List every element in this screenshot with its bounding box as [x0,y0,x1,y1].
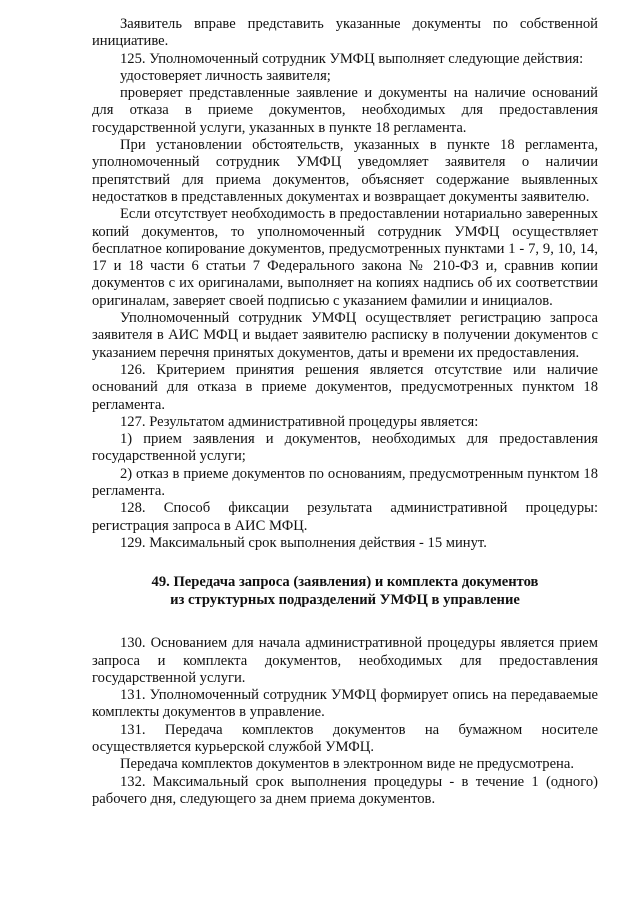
paragraph-identity-check: удостоверяет личность заявителя; [120,67,331,84]
paragraph-copying: Если отсутствует необходимость в предоставлении нотариально заверенных копий документов, то уполномоченный сотрудник УМФЦ осуществляет бесплатное копирование документов, предусмотренных пунктами 1 - 7, 9, 10, 14, 17 и 18 части 6 статьи 7 Федерального закона № 210-ФЗ и, сравнив копии документов с их оригиналами, выполняет на копиях надпись об их соответствии оригиналам, заверяет своей подписью с указанием фамилии и инициалов. [92,206,598,309]
paragraph-127-item-2: 2) отказ в приеме документов по основаниям, предусмотренным пунктом 18 регламента. [92,465,598,500]
paragraph-own-initiative: Заявитель вправе представить указанные документы по собственной инициативе. [92,16,598,50]
section-heading-line-2: из структурных подразделений УМФЦ в управление [170,591,520,608]
paragraph-132: 132. Максимальный срок выполнения процедуры - в течение 1 (одного) рабочего дня, следующего за днем приема документов. [92,773,598,807]
paragraph-125: 125. Уполномоченный сотрудник УМФЦ выполняет следующие действия: [120,50,584,67]
section-heading [92,574,598,609]
paragraph-131-courier: 131. Передача комплектов документов на бумажном носителе осуществляется курьерской службой УМФЦ. [92,721,598,755]
paragraph-127: 127. Результатом административной процедуры является: [120,413,479,430]
paragraph-131-inventory: 131. Уполномоченный сотрудник УМФЦ формирует опись на передаваемые комплекты документов в управление. [92,687,598,721]
paragraph-registration: Уполномоченный сотрудник УМФЦ осуществляет регистрацию запроса заявителя в АИС МФЦ и выдает заявителю расписку в получении документов с указанием перечня принятых документов, даты и времени их предоставления. [92,310,598,361]
paragraph-127-item-1: 1) прием заявления и документов, необходимых для предоставления государственной услуги; [92,431,598,465]
paragraph-refusal-notice: При установлении обстоятельств, указанных в пункте 18 регламента, уполномоченный сотрудник УМФЦ уведомляет заявителя о наличии препятствий для приема документов, объясняет содержание выявленных недостатков в представленных документах и возвращает документы заявителю. [92,137,598,205]
paragraph-check-documents: проверяет представленные заявление и документы на наличие оснований для отказа в приеме документов, необходимых для предоставления государственной услуги, указанных в пункте 18 регламента. [92,85,598,136]
section-heading-line-1: 49. Передача запроса (заявления) и комплекта документов [151,574,539,591]
paragraph-126: 126. Критерием принятия решения является отсутствие или наличие оснований для отказа в приеме документов, предусмотренных пунктом 18 регламента. [92,361,598,413]
paragraph-129: 129. Максимальный срок выполнения действия - 15 минут. [120,534,487,551]
paragraph-128: 128. Способ фиксации результата административной процедуры: регистрация запроса в АИС МФЦ. [92,500,598,534]
paragraph-130: 130. Основанием для начала административной процедуры является прием запроса и комплекта документов, необходимых для предоставления государственной услуги. [92,635,598,686]
paragraph-no-electronic: Передача комплектов документов в электронном виде не предусмотрена. [120,756,574,773]
